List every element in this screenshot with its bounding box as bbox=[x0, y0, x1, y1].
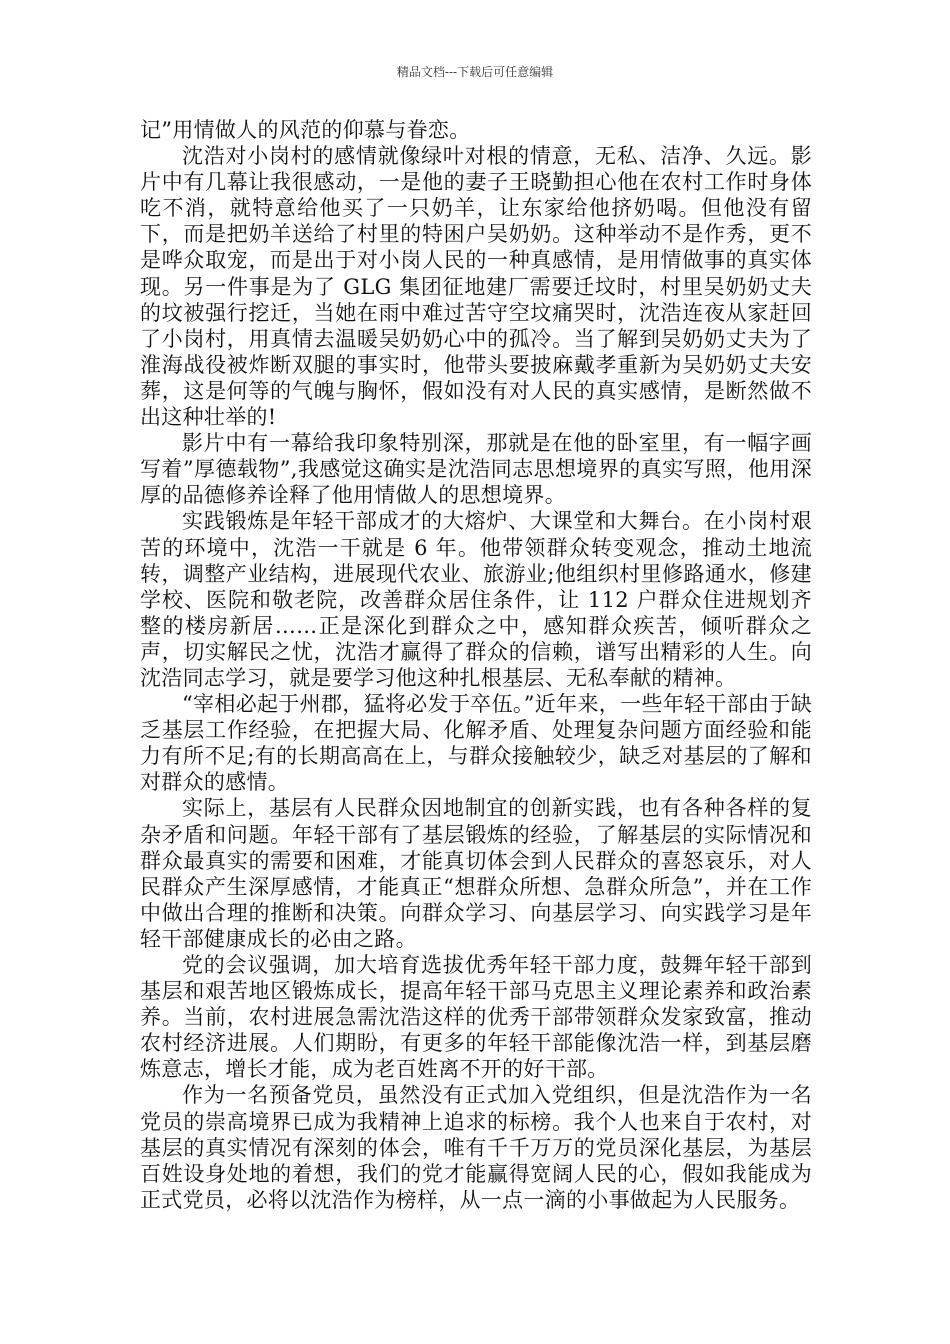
paragraph-3: 影片中有一幕给我印象特别深，那就是在他的卧室里，有一幅字画写着”厚德载物”,我感觉这确实是沈浩同志思想境界的真实写照，他用深厚的品德修养诠释了他用情做人的思想境界。 bbox=[140, 431, 812, 508]
page-header: 精品文档---下载后可任意编辑 bbox=[396, 65, 554, 79]
paragraph-1: 记”用情做人的风范的仰慕与眷恋。 bbox=[140, 118, 471, 142]
paragraph-5: “宰相必起于州郡，猛将必发于卒伍。”近年来，一些年轻干部由于缺乏基层工作经验，在把握大局、化解矛盾、处理复杂问题方面经验和能力有所不足;有的长期高高在上，与群众接触较少，缺乏对基层的了解和对群众的感情。 bbox=[140, 692, 812, 795]
paragraph-7: 党的会议强调，加大培育选拔优秀年轻干部力度，鼓舞年轻干部到基层和艰苦地区锻炼成长，提高年轻干部马克思主义理论素养和政治素养。当前，农村进展急需沈浩这样的优秀干部带领群众发家致富，推动农村经济进展。人们期盼，有更多的年轻干部能像沈浩一样，到基层磨炼意志，增长才能，成为老百姓离不开的好干部。 bbox=[140, 953, 812, 1082]
paragraph-8: 作为一名预备党员，虽然没有正式加入党组织，但是沈浩作为一名党员的崇高境界已成为我精神上追求的标榜。我个人也来自于农村，对基层的真实情况有深刻的体会，唯有千千万万的党员深化基层，为基层百姓设身处地的着想，我们的党才能赢得宽阔人民的心，假如我能成为正式党员，必将以沈浩作为榜样，从一点一滴的小事做起为人民服务。 bbox=[140, 1083, 812, 1212]
paragraph-2: 沈浩对小岗村的感情就像绿叶对根的情意，无私、洁净、久远。影片中有几幕让我很感动，一是他的妻子王晓勤担心他在农村工作时身体吃不消，就特意给他买了一只奶羊，让东家给他挤奶喝。但他没有留下，而是把奶羊送给了村里的特困户吴奶奶。这种举动不是作秀，更不是哗众取宠，而是出于对小岗人民的一种真感情，是用情做事的真实体现。另一件事是为了 GLG 集团征地建厂需要迁坟时，村里吴奶奶丈夫的坟被强行挖迁，当她在雨中难过苦守空坟痛哭时，沈浩连夜从家赶回了小岗村，用真情去温暖吴奶奶心中的孤冷。当了解到吴奶奶丈夫为了淮海战役被炸断双腿的事实时，他带头要披麻戴孝重新为吴奶奶丈夫安葬，这是何等的气魄与胸怀，假如没有对人民的真实感情，是断然做不出这种壮举的! bbox=[140, 144, 812, 430]
paragraph-6: 实际上，基层有人民群众因地制宜的创新实践，也有各种各样的复杂矛盾和问题。年轻干部有了基层锻炼的经验，了解基层的实际情况和群众最真实的需要和困难，才能真切体会到人民群众的喜怒哀乐，对人民群众产生深厚感情，才能真正“想群众所想、急群众所急”，并在工作中做出合理的推断和决策。向群众学习、向基层学习、向实践学习是年轻干部健康成长的必由之路。 bbox=[140, 796, 812, 951]
paragraph-4: 实践锻炼是年轻干部成才的大熔炉、大课堂和大舞台。在小岗村艰苦的环境中，沈浩一干就是 6 年。他带领群众转变观念，推动土地流转，调整产业结构，进展现代农业、旅游业;他组织村里修路通水，修建学校、医院和敬老院，改善群众居住条件，让 112 户群众住进规划齐整的楼房新居……正是深化到群众之中，感知群众疾苦，倾听群众之声，切实解民之忧，沈浩才赢得了群众的信赖，谱写出精彩的人生。向沈浩同志学习，就是要学习他这种扎根基层、无私奉献的精神。 bbox=[140, 509, 812, 690]
document-body bbox=[140, 117, 812, 1213]
